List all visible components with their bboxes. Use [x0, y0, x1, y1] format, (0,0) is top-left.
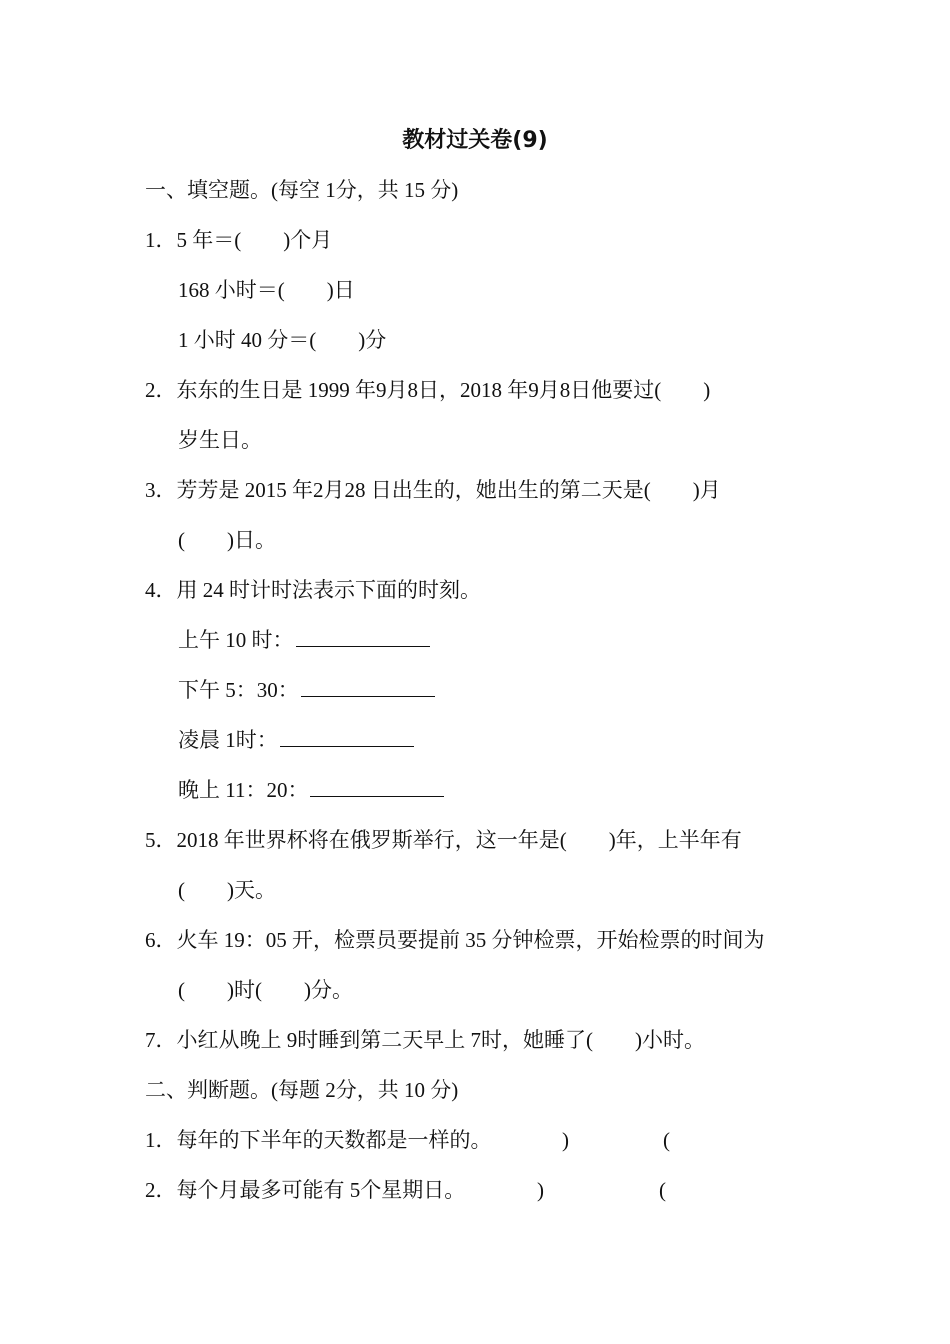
question-1-line-a: 1．5 年＝( )个月 — [145, 228, 333, 252]
question-4-line-a: 4．用 24 时计时法表示下面的时刻。 — [145, 578, 481, 602]
question-4-item-label: 下午 5：30： — [178, 678, 299, 702]
question-2-line-b: 岁生日。 — [178, 428, 262, 452]
question-4-item — [178, 625, 430, 655]
question-4-item-label: 晚上 11：20： — [178, 778, 309, 802]
question-4-item — [178, 775, 444, 805]
question-4-item — [178, 725, 414, 755]
question-3-line-b: ( )日。 — [178, 528, 276, 552]
answer-blank[interactable] — [301, 695, 435, 697]
answer-blank[interactable] — [310, 795, 444, 797]
question-4-item — [178, 675, 435, 705]
judge-close-paren: ) — [537, 1178, 544, 1202]
answer-blank[interactable] — [280, 745, 414, 747]
question-4-item-label: 上午 10 时： — [178, 628, 294, 652]
judge-open-paren: ( — [663, 1128, 670, 1152]
judge-close-paren: ) — [562, 1128, 569, 1152]
question-6-line-a: 6．火车 19：05 开，检票员要提前 35 分钟检票，开始检票的时间为 — [145, 928, 765, 952]
question-3-line-a: 3．芳芳是 2015 年2月28 日出生的，她出生的第二天是( )月 — [145, 478, 721, 502]
question-7-line-a: 7．小红从晚上 9时睡到第二天早上 7时，她睡了( )小时。 — [145, 1028, 705, 1052]
question-4-item-label: 凌晨 1时： — [178, 728, 278, 752]
judge-question-2: 2．每个月最多可能有 5个星期日。 — [145, 1178, 466, 1202]
question-6-line-b: ( )时( )分。 — [178, 978, 353, 1002]
page-title: 教材过关卷(9) — [402, 128, 548, 153]
question-5-line-b: ( )天。 — [178, 878, 276, 902]
question-1-line-b: 168 小时＝( )日 — [178, 278, 355, 302]
question-2-line-a: 2．东东的生日是 1999 年9月8日，2018 年9月8日他要过( ) — [145, 378, 711, 402]
question-5-line-a: 5．2018 年世界杯将在俄罗斯举行，这一年是( )年，上半年有 — [145, 828, 742, 852]
answer-blank[interactable] — [296, 645, 430, 647]
judge-question-1: 1．每年的下半年的天数都是一样的。 — [145, 1128, 492, 1152]
question-1-line-c: 1 小时 40 分＝( )分 — [178, 328, 387, 352]
section1-heading: 一、填空题。(每空 1分，共 15 分) — [145, 178, 459, 202]
section2-heading: 二、判断题。(每题 2分，共 10 分) — [145, 1078, 459, 1102]
judge-open-paren: ( — [659, 1178, 666, 1202]
